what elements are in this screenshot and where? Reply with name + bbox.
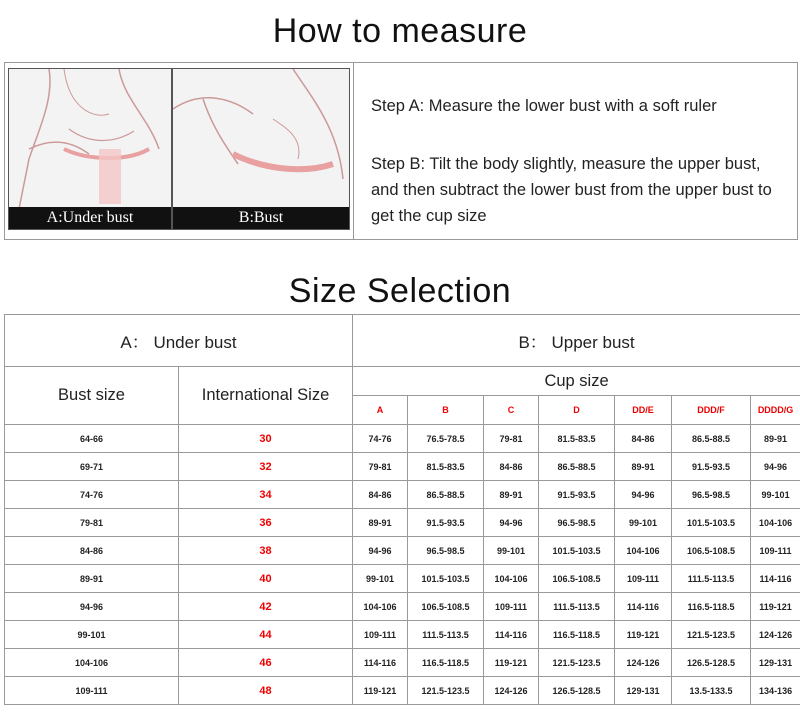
bust-size-cell: 94-96 bbox=[5, 593, 179, 621]
table-row bbox=[5, 425, 800, 453]
size-rows bbox=[5, 425, 800, 705]
cup-label: C bbox=[484, 396, 539, 425]
measure-panel bbox=[4, 62, 798, 240]
cup-label: DD/E bbox=[615, 396, 672, 425]
cup-size-cell: 106.5-108.5 bbox=[539, 565, 615, 593]
international-size-cell: 38 bbox=[179, 537, 353, 565]
cup-size-cell: 99-101 bbox=[615, 509, 672, 537]
cup-size-cell: 81.5-83.5 bbox=[539, 425, 615, 453]
cup-size-cell: 99-101 bbox=[751, 481, 800, 509]
international-size-cell: 34 bbox=[179, 481, 353, 509]
under-bust-header: A： Under bust bbox=[5, 315, 353, 367]
international-size-cell: 48 bbox=[179, 677, 353, 705]
cup-size-cell: 124-126 bbox=[484, 677, 539, 705]
cup-size-cell: 124-126 bbox=[751, 621, 800, 649]
bust-size-header: Bust size bbox=[5, 367, 179, 425]
cup-size-cell: 96.5-98.5 bbox=[672, 481, 751, 509]
table-row bbox=[5, 453, 800, 481]
table-row bbox=[5, 621, 800, 649]
figure-b-caption: B:Bust bbox=[173, 207, 349, 229]
cup-size-cell: 74-76 bbox=[353, 425, 408, 453]
international-size-header: International Size bbox=[179, 367, 353, 425]
cup-size-cell: 134-136 bbox=[751, 677, 800, 705]
cup-size-cell: 91.5-93.5 bbox=[672, 453, 751, 481]
cup-size-cell: 84-86 bbox=[615, 425, 672, 453]
cup-size-cell: 86.5-88.5 bbox=[539, 453, 615, 481]
cup-size-cell: 119-121 bbox=[353, 677, 408, 705]
bust-size-cell: 84-86 bbox=[5, 537, 179, 565]
bust-figure bbox=[173, 69, 349, 229]
cup-size-cell: 126.5-128.5 bbox=[539, 677, 615, 705]
panel-divider bbox=[353, 63, 354, 239]
cup-size-cell: 94-96 bbox=[484, 509, 539, 537]
cup-size-cell: 89-91 bbox=[751, 425, 800, 453]
upper-bust-header: B： Upper bust bbox=[353, 315, 800, 367]
table-row bbox=[5, 537, 800, 565]
cup-size-cell: 106.5-108.5 bbox=[672, 537, 751, 565]
cup-size-cell: 104-106 bbox=[615, 537, 672, 565]
cup-size-cell: 119-121 bbox=[484, 649, 539, 677]
cup-size-cell: 94-96 bbox=[353, 537, 408, 565]
cup-size-cell: 129-131 bbox=[615, 677, 672, 705]
cup-size-cell: 96.5-98.5 bbox=[539, 509, 615, 537]
cup-size-cell: 104-106 bbox=[353, 593, 408, 621]
cup-size-cell: 119-121 bbox=[615, 621, 672, 649]
cup-size-cell: 114-116 bbox=[615, 593, 672, 621]
cup-label: D bbox=[539, 396, 615, 425]
bust-size-cell: 69-71 bbox=[5, 453, 179, 481]
cup-size-header: Cup size bbox=[353, 367, 800, 396]
table-row bbox=[5, 509, 800, 537]
cup-size-cell: 86.5-88.5 bbox=[408, 481, 484, 509]
cup-size-cell: 121.5-123.5 bbox=[408, 677, 484, 705]
international-size-cell: 46 bbox=[179, 649, 353, 677]
table-row bbox=[5, 649, 800, 677]
cup-size-cell: 104-106 bbox=[484, 565, 539, 593]
table-row bbox=[5, 481, 800, 509]
cup-size-cell: 119-121 bbox=[751, 593, 800, 621]
table-row bbox=[5, 677, 800, 705]
cup-size-cell: 114-116 bbox=[353, 649, 408, 677]
cup-size-cell: 126.5-128.5 bbox=[672, 649, 751, 677]
international-size-cell: 30 bbox=[179, 425, 353, 453]
cup-size-cell: 84-86 bbox=[353, 481, 408, 509]
cup-size-cell: 99-101 bbox=[484, 537, 539, 565]
cup-size-cell: 109-111 bbox=[751, 537, 800, 565]
cup-size-cell: 86.5-88.5 bbox=[672, 425, 751, 453]
cup-size-cell: 116.5-118.5 bbox=[408, 649, 484, 677]
how-to-measure-title: How to measure bbox=[272, 12, 528, 50]
bust-size-cell: 64-66 bbox=[5, 425, 179, 453]
cup-size-cell: 101.5-103.5 bbox=[539, 537, 615, 565]
cup-size-cell: 111.5-113.5 bbox=[408, 621, 484, 649]
cup-size-cell: 79-81 bbox=[353, 453, 408, 481]
cup-size-cell: 79-81 bbox=[484, 425, 539, 453]
table-row bbox=[5, 593, 800, 621]
cup-size-cell: 114-116 bbox=[751, 565, 800, 593]
cup-size-cell: 109-111 bbox=[484, 593, 539, 621]
cup-size-cell: 109-111 bbox=[353, 621, 408, 649]
step-a-text: Step A: Measure the lower bust with a soft ruler bbox=[371, 97, 717, 115]
bust-illustration bbox=[172, 68, 350, 230]
step-b-text: Step B: Tilt the body slightly, measure the upper bust, and then subtract the lower bust from the upper bust to get the cup size bbox=[371, 155, 772, 225]
cup-size-cell: 124-126 bbox=[615, 649, 672, 677]
international-size-cell: 32 bbox=[179, 453, 353, 481]
cup-size-cell: 104-106 bbox=[751, 509, 800, 537]
cup-size-cell: 129-131 bbox=[751, 649, 800, 677]
cup-size-cell: 84-86 bbox=[484, 453, 539, 481]
cup-size-cell: 101.5-103.5 bbox=[408, 565, 484, 593]
bust-size-cell: 99-101 bbox=[5, 621, 179, 649]
under-bust-illustration bbox=[8, 68, 172, 230]
cup-label: A bbox=[353, 396, 408, 425]
cup-size-cell: 109-111 bbox=[615, 565, 672, 593]
figure-a-caption: A:Under bust bbox=[9, 207, 171, 229]
international-size-cell: 36 bbox=[179, 509, 353, 537]
bust-size-cell: 79-81 bbox=[5, 509, 179, 537]
international-size-cell: 40 bbox=[179, 565, 353, 593]
cup-size-cell: 111.5-113.5 bbox=[539, 593, 615, 621]
cup-size-cell: 121.5-123.5 bbox=[672, 621, 751, 649]
cup-size-cell: 89-91 bbox=[353, 509, 408, 537]
cup-size-cell: 76.5-78.5 bbox=[408, 425, 484, 453]
cup-size-cell: 101.5-103.5 bbox=[672, 509, 751, 537]
cup-size-cell: 91.5-93.5 bbox=[539, 481, 615, 509]
cup-size-cell: 94-96 bbox=[615, 481, 672, 509]
cup-size-cell: 116.5-118.5 bbox=[539, 621, 615, 649]
cup-label: B bbox=[408, 396, 484, 425]
cup-label: DDDD/G bbox=[751, 396, 800, 425]
header-row bbox=[5, 315, 800, 367]
cup-size-cell: 116.5-118.5 bbox=[672, 593, 751, 621]
subheader-row bbox=[5, 367, 800, 396]
cup-size-cell: 89-91 bbox=[615, 453, 672, 481]
cup-size-cell: 111.5-113.5 bbox=[672, 565, 751, 593]
under-bust-figure bbox=[9, 69, 171, 229]
cup-size-cell: 106.5-108.5 bbox=[408, 593, 484, 621]
cup-size-cell: 91.5-93.5 bbox=[408, 509, 484, 537]
table-row bbox=[5, 565, 800, 593]
size-selection-title: Size Selection bbox=[288, 272, 512, 310]
bust-size-cell: 74-76 bbox=[5, 481, 179, 509]
cup-size-cell: 94-96 bbox=[751, 453, 800, 481]
international-size-cell: 42 bbox=[179, 593, 353, 621]
bust-size-cell: 104-106 bbox=[5, 649, 179, 677]
bust-size-cell: 89-91 bbox=[5, 565, 179, 593]
cup-size-cell: 121.5-123.5 bbox=[539, 649, 615, 677]
cup-size-cell: 81.5-83.5 bbox=[408, 453, 484, 481]
cup-size-cell: 13.5-133.5 bbox=[672, 677, 751, 705]
cup-size-cell: 114-116 bbox=[484, 621, 539, 649]
size-table bbox=[4, 314, 800, 705]
bust-size-cell: 109-111 bbox=[5, 677, 179, 705]
cup-size-cell: 96.5-98.5 bbox=[408, 537, 484, 565]
international-size-cell: 44 bbox=[179, 621, 353, 649]
cup-size-cell: 89-91 bbox=[484, 481, 539, 509]
cup-label: DDD/F bbox=[672, 396, 751, 425]
cup-size-cell: 99-101 bbox=[353, 565, 408, 593]
